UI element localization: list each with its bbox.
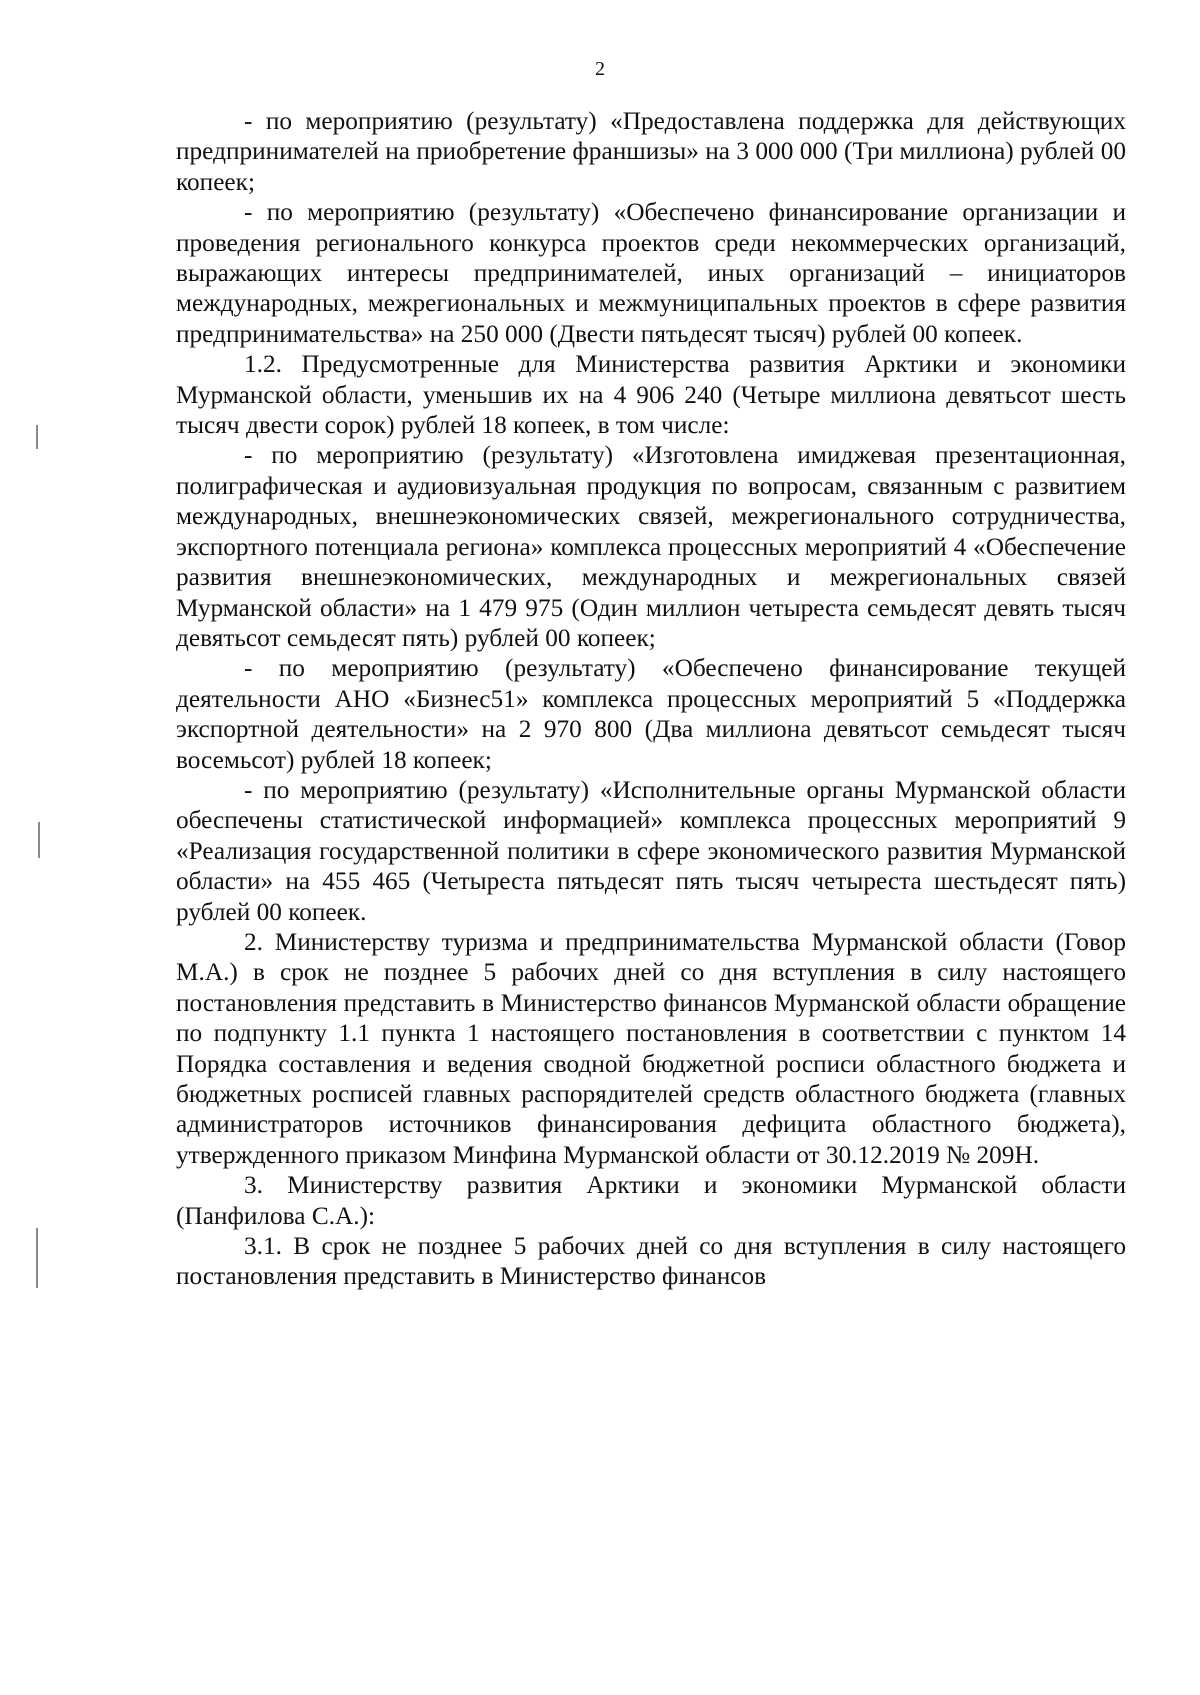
paragraph: 3. Министерству развития Арктики и экономики Мурманской области (Панфилова С.А.): — [176, 1171, 1126, 1230]
page-number: 2 — [595, 58, 605, 80]
scan-artifact-mark — [36, 1228, 38, 1288]
paragraph: - по мероприятию (результату) «Обеспечено финансирование организации и проведения регионального конкурса проектов среди некоммерческих организаций, выражающих интересы предпринимателей, иных организаций – инициаторов международных, межрегиональных и межмуниципальных проектов в сфере развития предпринимательства» на 250 000 (Двести пятьдесят тысяч) рублей 00 копеек. — [176, 198, 1126, 348]
scan-artifact-mark — [38, 822, 40, 858]
paragraph: 2. Министерству туризма и предпринимательства Мурманской области (Говор М.А.) в срок не позднее 5 рабочих дней со дня вступления в силу настоящего постановления представить в Министерство финансов Мурманской области обращение по подпункту 1.1 пункта 1 настоящего постановления в соответствии с пунктом 14 Порядка составления и ведения сводной бюджетной росписи областного бюджета и бюджетных росписей главных распорядителей средств областного бюджета (главных администраторов источников финансирования дефицита областного бюджета), утвержденного приказом Минфина Мурманской области от 30.12.2019 № 209Н. — [176, 927, 1126, 1169]
scan-artifact-mark — [36, 425, 38, 449]
paragraph: 3.1. В срок не позднее 5 рабочих дней со дня вступления в силу настоящего постановления представить в Министерство финансов — [176, 1232, 1126, 1291]
paragraph: - по мероприятию (результату) «Изготовлена имиджевая презентационная, полиграфическая и аудиовизуальная продукция по вопросам, связанным с развитием международных, внешнеэкономических связей, межрегионального сотрудничества, экспортного потенциала региона» комплекса процессных мероприятий 4 «Обеспечение развития внешнеэкономических, международных и межрегиональных связей Мурманской области» на 1 479 975 (Один миллион четыреста семьдесят девять тысяч девятьсот семьдесят пять) рублей 00 копеек; — [176, 441, 1126, 652]
document-body — [176, 106, 1126, 1292]
paragraph: - по мероприятию (результату) «Обеспечено финансирование текущей деятельности АНО «Бизнес51» комплекса процессных мероприятий 5 «Поддержка экспортной деятельности» на 2 970 800 (Два миллиона девятьсот семьдесят тысяч восемьсот) рублей 18 копеек; — [176, 654, 1126, 774]
paragraph: 1.2. Предусмотренные для Министерства развития Арктики и экономики Мурманской области, уменьшив их на 4 906 240 (Четыре миллиона девятьсот шесть тысяч двести сорок) рублей 18 копеек, в том числе: — [176, 350, 1126, 440]
paragraph: - по мероприятию (результату) «Исполнительные органы Мурманской области обеспечены статистической информацией» комплекса процессных мероприятий 9 «Реализация государственной политики в сфере экономического развития Мурманской области» на 455 465 (Четыреста пятьдесят пять тысяч четыреста шестьдесят пять) рублей 00 копеек. — [176, 775, 1126, 926]
paragraph: - по мероприятию (результату) «Предоставлена поддержка для действующих предпринимателей на приобретение франшизы» на 3 000 000 (Три миллиона) рублей 00 копеек; — [176, 107, 1126, 196]
